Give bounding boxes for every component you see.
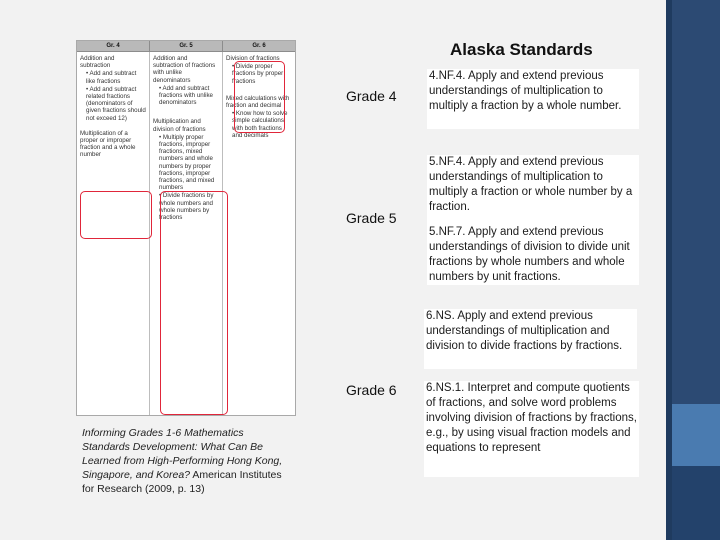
highlight-outline	[160, 191, 228, 415]
cell-text: Division of fractions	[226, 55, 280, 62]
decorative-sidebar	[666, 0, 720, 540]
grade-4-standard	[427, 69, 639, 129]
header-gr5: Gr. 5	[150, 41, 223, 51]
caption-source: American Institutes for Research (2009, p. 13)	[82, 469, 282, 495]
standard-text: 6.NS.1. Interpret and compute quotients of fractions, and solve word problems involving division of fractions by fractions, e.g., by using visual fraction models and equations to represent	[426, 382, 637, 454]
cell-text: • Divide proper fractions by proper fractions	[232, 63, 284, 85]
grade-6-heading	[424, 309, 637, 369]
cell-text: • Divide fractions by whole numbers and whole numbers by fractions	[159, 192, 214, 222]
header-gr6: Gr. 6	[252, 43, 266, 49]
cell-text: Multiplication and division of fractions	[153, 118, 206, 133]
grade-6-label: Grade 6	[346, 382, 397, 398]
sidebar-block	[672, 0, 720, 404]
cell-text: • Know how to solve simple calculations with both fractions and decimals	[232, 110, 288, 139]
grade-4-label: Grade 4	[346, 88, 397, 104]
cell-text: Mixed calculations with fraction and decimal	[226, 94, 290, 110]
grade-5-label: Grade 5	[346, 210, 397, 226]
grade-6-standard	[424, 381, 639, 477]
table-header	[77, 41, 295, 52]
header-gr4: Gr. 4	[77, 41, 150, 51]
standard-text: 4.NF.4. Apply and extend previous understandings of multiplication to multiply a fraction by a whole number.	[429, 70, 622, 112]
slide-title: Alaska Standards	[450, 40, 593, 59]
standard-heading-text: 6.NS. Apply and extend previous understandings of multiplication and division to divide fractions by fractions.	[426, 310, 623, 352]
comparison-table-image	[76, 40, 296, 416]
standard-text: 5.NF.7. Apply and extend previous understandings of division to divide unit fractions by whole numbers and whole numbers by unit fractions.	[429, 226, 630, 283]
cell-text: Addition and subtraction	[80, 55, 115, 70]
cell-text: • Multiply proper fractions, improper fractions, mixed numbers and whole numbers by proper fractions, improper fractions, and mixed numbers	[159, 133, 215, 192]
source-caption	[82, 426, 292, 496]
highlight-outline	[234, 61, 285, 133]
highlight-outline	[80, 191, 152, 239]
cell-text: • Add and subtract related fractions (denominators of given fractions should not exceed 12)	[86, 85, 146, 122]
cell-text: • Add and subtract fractions with unlike denominators	[159, 84, 213, 107]
cell-text: Multiplication of a proper or improper fraction and a whole number	[80, 129, 136, 159]
standard-text: 5.NF.4. Apply and extend previous understandings of multiplication to multiply a fraction or whole number by a fraction.	[429, 156, 633, 213]
sidebar-block	[672, 466, 720, 540]
sidebar-accent-block	[672, 404, 720, 466]
cell-text: • Add and subtract like fractions	[86, 70, 137, 85]
caption-title: Informing Grades 1-6 Mathematics Standards Development: What Can Be Learned from High-Performing Hong Kong, Singapore, and Korea?	[82, 427, 283, 481]
grade-5-standard	[427, 155, 639, 285]
cell-text: Addition and subtraction of fractions with unlike denominators	[153, 55, 216, 84]
